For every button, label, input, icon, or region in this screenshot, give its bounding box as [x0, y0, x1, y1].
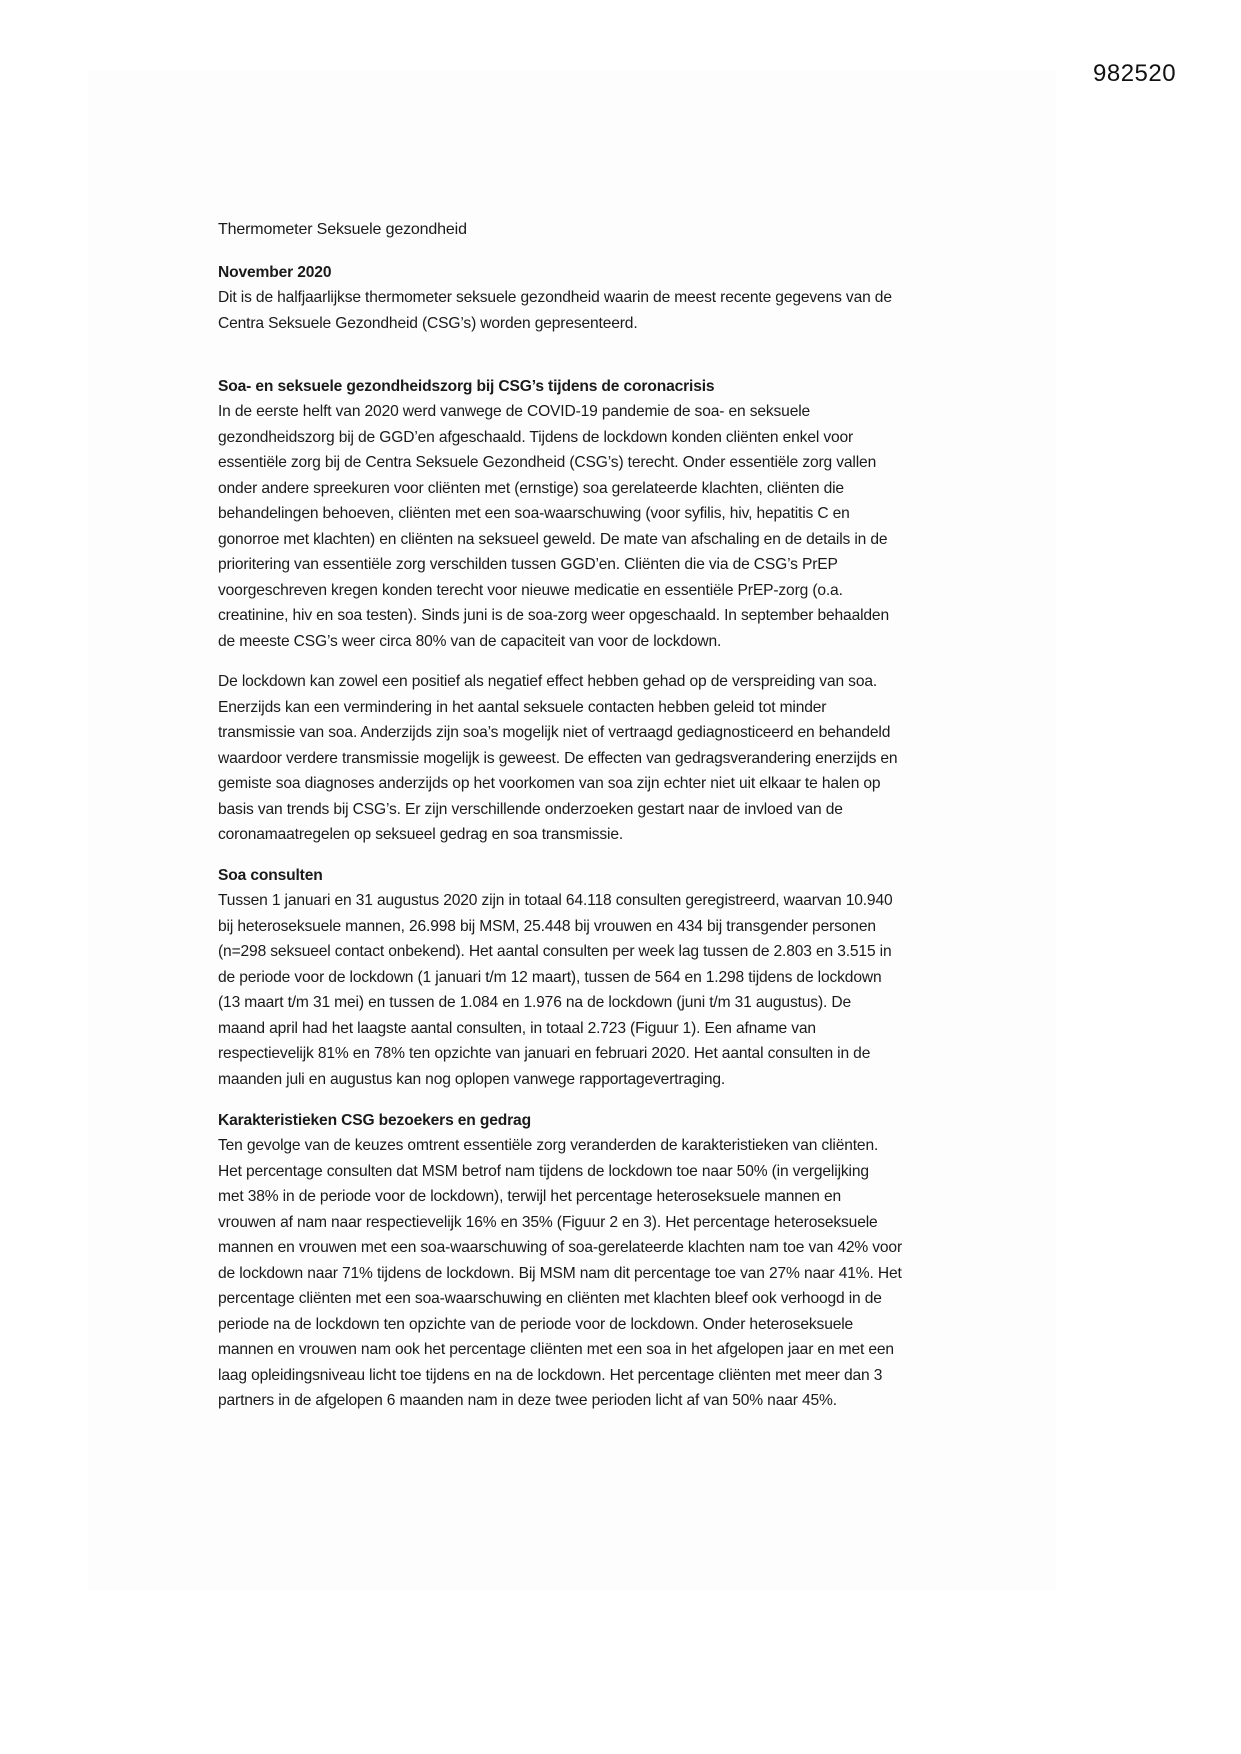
paragraph-line: voorgeschreven kregen konden terecht voor nieuwe medicatie en essentiële PrEP-zorg (o.a.	[218, 582, 843, 599]
paragraph-line: maand april had het laagste aantal consulten, in totaal 2.723 (Figuur 1). Een afname van	[218, 1020, 816, 1037]
paragraph-line: de lockdown naar 71% tijdens de lockdown. Bij MSM nam dit percentage toe van 27% naar 41%. Het	[218, 1265, 902, 1282]
paragraph-line: laag opleidingsniveau licht toe tijdens en na de lockdown. Het percentage cliënten met meer dan 3	[218, 1367, 883, 1384]
paragraph-line: prioritering van essentiële zorg verschilden tussen GGD’en. Cliënten die via de CSG’s PrEP	[218, 556, 838, 573]
intro-line: Dit is de halfjaarlijkse thermometer seksuele gezondheid waarin de meest recente gegevens van de	[218, 289, 892, 306]
paragraph-line: gonorroe met klachten) en cliënten na seksueel geweld. De mate van afschaling en de details in de	[218, 531, 888, 548]
paragraph-line: bij heteroseksuele mannen, 26.998 bij MSM, 25.448 bij vrouwen en 434 bij transgender personen	[218, 918, 876, 935]
paragraph-line: de periode voor de lockdown (1 januari t/m 12 maart), tussen de 564 en 1.298 tijdens de lockdown	[218, 969, 882, 986]
paragraph-line: essentiële zorg bij de Centra Seksuele Gezondheid (CSG’s) terecht. Onder essentiële zorg vallen	[218, 454, 877, 471]
paragraph-line: percentage cliënten met een soa-waarschuwing en cliënten met klachten bleef ook verhoogd in de	[218, 1290, 882, 1307]
paragraph-line: vrouwen af nam naar respectievelijk 16% en 35% (Figuur 2 en 3). Het percentage heteroseksuele	[218, 1214, 878, 1231]
paragraph-line: (13 maart t/m 31 mei) en tussen de 1.084 en 1.976 na de lockdown (juni t/m 31 augustus). De	[218, 994, 851, 1011]
paragraph-line: partners in de afgelopen 6 maanden nam in deze twee perioden licht af van 50% naar 45%.	[218, 1392, 837, 1409]
document-title: Thermometer Seksuele gezondheid	[218, 221, 467, 238]
paragraph-line: onder andere spreekuren voor cliënten met (ernstige) soa gerelateerde klachten, cliënten die	[218, 480, 844, 497]
paragraph-line: transmissie van soa. Anderzijds zijn soa’s mogelijk niet of vertraagd gediagnosticeerd en behandeld	[218, 724, 891, 741]
paragraph-line: Enerzijds kan een vermindering in het aantal seksuele contacten hebben geleid tot minder	[218, 699, 827, 716]
paragraph-line: waardoor verdere transmissie mogelijk is geweest. De effecten van gedragsverandering enerzijds en	[218, 750, 898, 767]
paragraph-line: mannen en vrouwen nam ook het percentage cliënten met een soa in het afgelopen jaar en met een	[218, 1341, 894, 1358]
paragraph-line: Tussen 1 januari en 31 augustus 2020 zijn in totaal 64.118 consulten geregistreerd, waarvan 10.940	[218, 892, 893, 909]
paragraph-line: periode na de lockdown ten opzichte van de periode voor de lockdown. Onder heteroseksuele	[218, 1316, 854, 1333]
paragraph-line: met 38% in de periode voor de lockdown), terwijl het percentage heteroseksuele mannen en	[218, 1188, 842, 1205]
paragraph-line: gemiste soa diagnoses anderzijds op het voorkomen van soa zijn echter niet uit elkaar te halen op	[218, 775, 881, 792]
paragraph-line: respectievelijk 81% en 78% ten opzichte van januari en februari 2020. Het aantal consulten in de	[218, 1045, 871, 1062]
paragraph-line: coronamaatregelen op seksueel gedrag en soa transmissie.	[218, 826, 624, 843]
paragraph-line: gezondheidszorg bij de GGD’en afgeschaald. Tijdens de lockdown konden cliënten enkel voor	[218, 429, 854, 446]
paragraph-line: mannen en vrouwen met een soa-waarschuwing of soa-gerelateerde klachten nam toe van 42% voor	[218, 1239, 902, 1256]
section-heading-coronacrisis: Soa- en seksuele gezondheidszorg bij CSG’s tijdens de coronacrisis	[218, 378, 715, 395]
paragraph-line: de meeste CSG’s weer circa 80% van de capaciteit van voor de lockdown.	[218, 633, 722, 650]
document-id: 982520	[1093, 60, 1177, 87]
section-heading-soa-consulten: Soa consulten	[218, 867, 323, 884]
section-heading-karakteristieken: Karakteristieken CSG bezoekers en gedrag	[218, 1112, 531, 1129]
date-heading: November 2020	[218, 264, 332, 281]
paragraph-line: Ten gevolge van de keuzes omtrent essentiële zorg veranderden de karakteristieken van cliënten.	[218, 1137, 879, 1154]
paragraph-line: behandelingen behoeven, cliënten met een soa-waarschuwing (voor syfilis, hiv, hepatitis C en	[218, 505, 850, 522]
paragraph-line: In de eerste helft van 2020 werd vanwege de COVID-19 pandemie de soa- en seksuele	[218, 403, 811, 420]
paragraph-line: creatinine, hiv en soa testen). Sinds juni is de soa-zorg weer opgeschaald. In september behaalden	[218, 607, 889, 624]
paragraph-line: (n=298 seksueel contact onbekend). Het aantal consulten per week lag tussen de 2.803 en 3.515 in	[218, 943, 892, 960]
intro-line: Centra Seksuele Gezondheid (CSG’s) worden gepresenteerd.	[218, 315, 638, 332]
paragraph-line: Het percentage consulten dat MSM betrof nam tijdens de lockdown toe naar 50% (in vergelijking	[218, 1163, 869, 1180]
paragraph-line: De lockdown kan zowel een positief als negatief effect hebben gehad op de verspreiding van soa.	[218, 673, 878, 690]
paragraph-line: basis van trends bij CSG’s. Er zijn verschillende onderzoeken gestart naar de invloed van de	[218, 801, 843, 818]
paragraph-line: maanden juli en augustus kan nog oplopen vanwege rapportagevertraging.	[218, 1071, 726, 1088]
